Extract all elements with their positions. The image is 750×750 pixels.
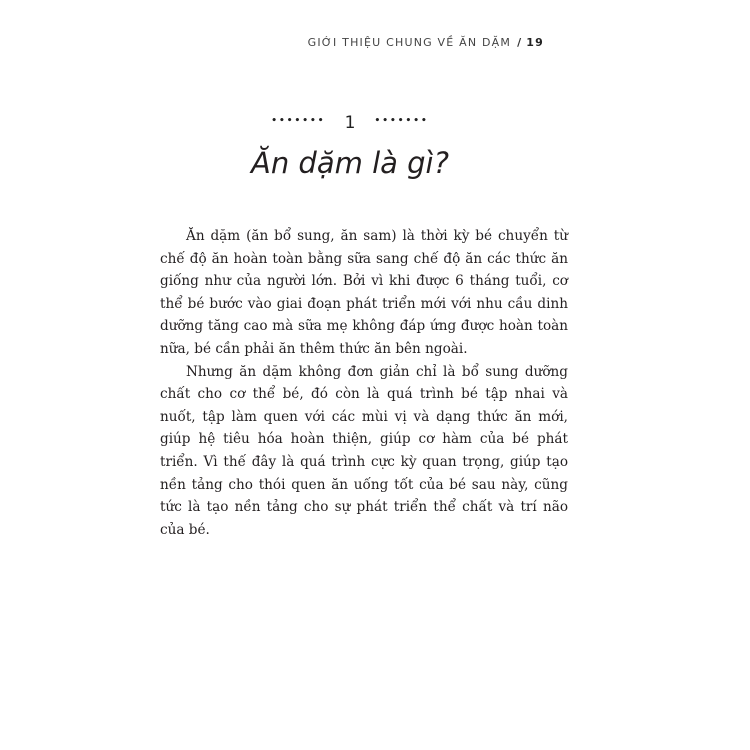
body-text [160, 225, 568, 541]
chapter-number: 1 [344, 112, 356, 133]
dots-right: ••••••• [374, 115, 429, 126]
paragraph-1: Ăn dặm (ăn bổ sung, ăn sam) là thời kỳ bé chuyển từ chế độ ăn hoàn toàn bằng sữa sang chế độ ăn các thức ăn giống như của người lớn. Bởi vì khi được 6 tháng tuổi, cơ thể bé bước vào giai đoạn phát triển mới với nhu cầu dinh dưỡng tăng cao mà sữa mẹ không đáp ứng được hoàn toàn nữa, bé cần phải ăn thêm thức ăn bên ngoài. [160, 228, 568, 357]
paragraph-2: Nhưng ăn dặm không đơn giản chỉ là bổ sung dưỡng chất cho cơ thể bé, đó còn là quá trình bé tập nhai và nuốt, tập làm quen với các mùi vị và dạng thức ăn mới, giúp hệ tiêu hóa hoàn thiện, giúp cơ hàm của bé phát triển. Vì thế đây là quá trình cực kỳ quan trọng, giúp tạo nền tảng cho thói quen ăn uống tốt của bé sau này, cũng tức là tạo nền tảng cho sự phát triển thể chất và trí não của bé. [160, 363, 568, 538]
dots-left: ••••••• [271, 115, 326, 126]
header-separator: / [517, 36, 523, 49]
chapter-title: Ăn dặm là gì? [251, 146, 449, 180]
running-header [308, 36, 544, 49]
running-title: GIỚI THIỆU CHUNG VỀ ĂN DẶM [307, 36, 512, 49]
page-number: 19 [526, 36, 544, 49]
chapter-marker [0, 112, 700, 133]
